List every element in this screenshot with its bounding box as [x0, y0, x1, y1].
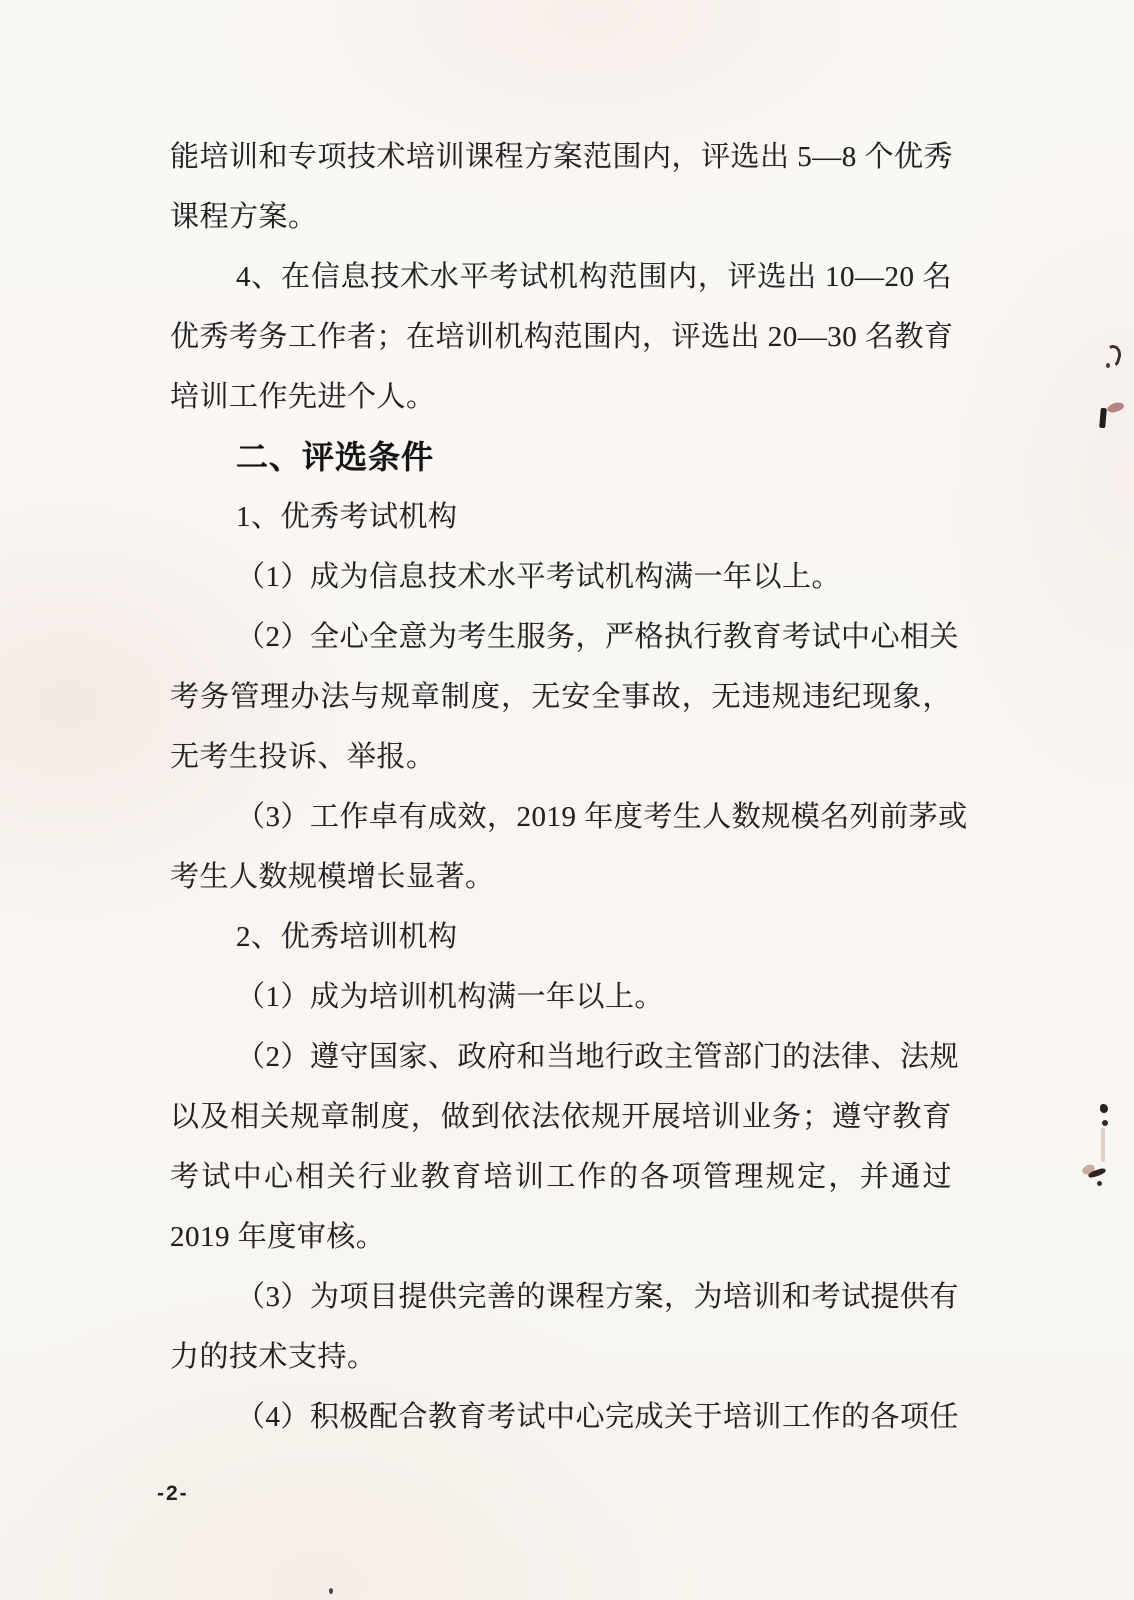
text-line: 无考生投诉、举报。: [170, 741, 436, 773]
text-line: 以及相关规章制度，做到依法依规开展培训业务；遵守教育: [170, 1101, 952, 1133]
text-line: 考务管理办法与规章制度，无安全事故，无违规违纪现象，: [170, 681, 952, 713]
text-line: 4、在信息技术水平考试机构范围内，评选出 10—20 名: [236, 261, 952, 293]
text-line: （1）成为信息技术水平考试机构满一年以上。: [236, 561, 842, 593]
ink-mark-dot-icon: [1106, 363, 1110, 368]
text-line: 培训工作先进个人。: [170, 381, 436, 413]
document-body: [170, 127, 968, 1447]
text-line: （3）工作卓有成效，2019 年度考生人数规模名列前茅或: [236, 801, 968, 833]
paper-speck-icon: [329, 1588, 333, 1594]
text-line: （2）遵守国家、政府和当地行政主管部门的法律、法规: [236, 1041, 960, 1073]
text-line: 考试中心相关行业教育培训工作的各项管理规定，并通过: [170, 1161, 952, 1193]
ink-mark-tick-icon: [1099, 408, 1107, 428]
ink-mark-dash-icon: [1088, 1167, 1107, 1179]
ink-mark-red-smudge-icon: [1106, 400, 1125, 415]
text-line: 优秀考务工作者；在培训机构范围内，评选出 20—30 名教育: [170, 321, 954, 353]
ink-mark-dot-icon: [1097, 1181, 1102, 1186]
text-line: （3）为项目提供完善的课程方案，为培训和考试提供有: [236, 1281, 960, 1313]
text-line: 1、优秀考试机构: [236, 501, 458, 533]
ink-mark-squiggle-icon: [1101, 343, 1124, 368]
text-line: 力的技术支持。: [170, 1341, 377, 1373]
text-line: 2、优秀培训机构: [236, 921, 458, 953]
text-line: （2）全心全意为考生服务，严格执行教育考试中心相关: [236, 621, 960, 653]
page-number: -2-: [157, 1482, 189, 1505]
text-line: 课程方案。: [170, 201, 318, 233]
text-line: （1）成为培训机构满一年以上。: [236, 981, 665, 1013]
text-line: 2019 年度审核。: [170, 1221, 386, 1253]
text-line: 能培训和专项技术培训课程方案范围内，评选出 5—8 个优秀: [170, 141, 954, 173]
ink-mark-red-smudge-icon: [1081, 1163, 1097, 1177]
ink-mark-dot-icon: [1102, 1120, 1108, 1126]
text-line: （4）积极配合教育考试中心完成关于培训工作的各项任: [236, 1401, 960, 1433]
ink-mark-streak-icon: [1101, 1128, 1105, 1162]
text-line: 考生人数规模增长显著。: [170, 861, 495, 893]
ink-mark-dot-icon: [1100, 1104, 1108, 1113]
section-heading: 二、评选条件: [236, 439, 435, 475]
